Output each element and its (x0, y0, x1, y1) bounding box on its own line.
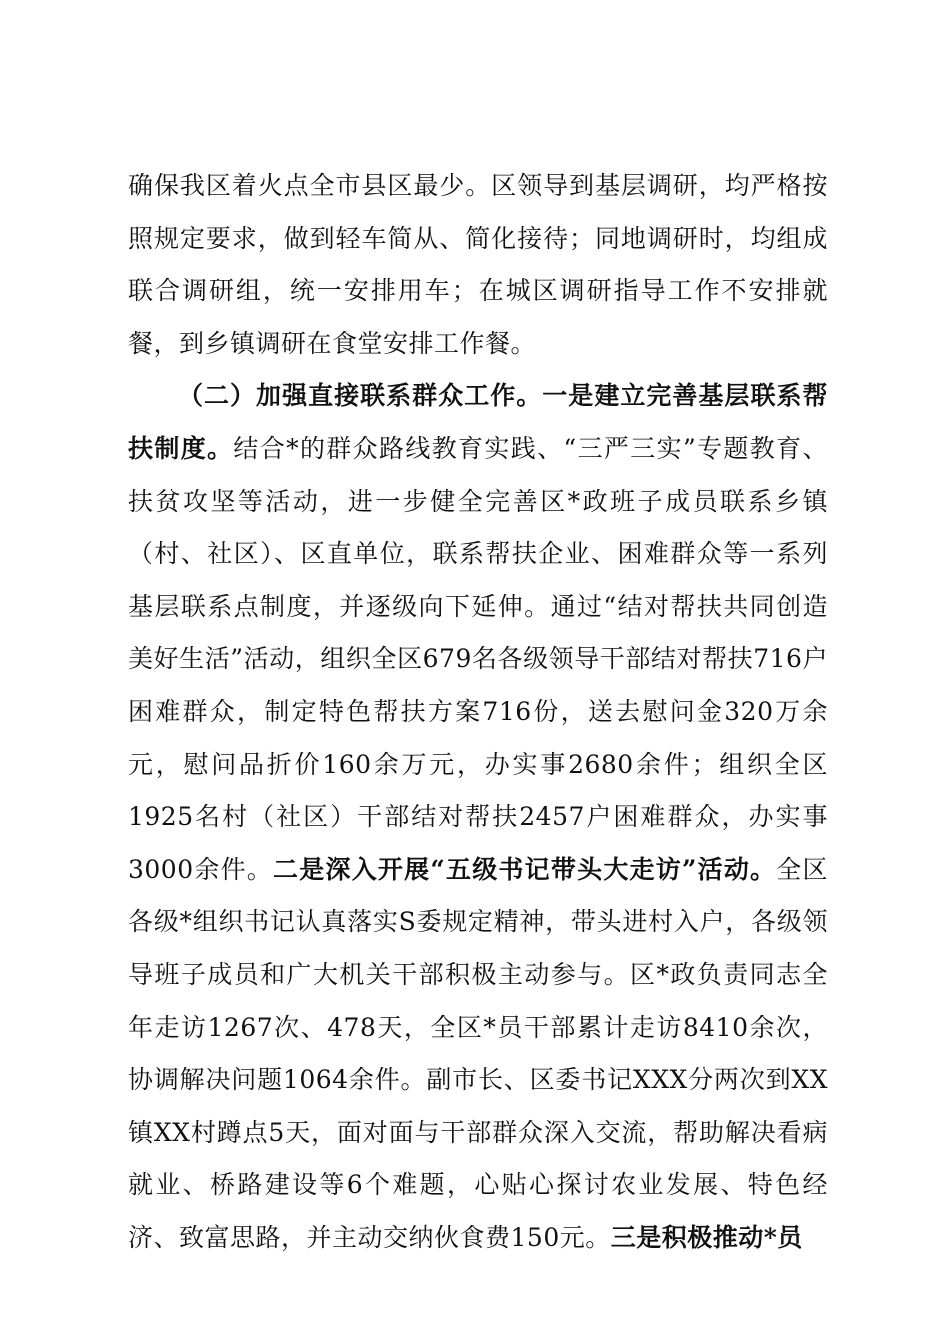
paragraph-2 (128, 370, 828, 1264)
point-3-title: 三是积极推动*员 (610, 1222, 803, 1252)
document-body (128, 160, 828, 1264)
point-2-text: 全区各级*组织书记认真落实S委规定精神，带头进村入户，各级领导班子成员和广大机关干部积极主动参与。区*政负责同志全年走访1267次、478天，全区*员干部累计走访8410余次，协调解决问题1064余件。副市长、区委书记XXX分两次到XX镇XX村蹲点5天，面对面与干部群众深入交流，帮助解决看病就业、桥路建设等6个难题，心贴心探讨农业发展、特色经济、致富思路，并主动交纳伙食费150元。 (128, 854, 829, 1252)
paragraph-1-text: 确保我区着火点全市县区最少。区领导到基层调研，均严格按照规定要求，做到轻车简从、简化接待；同地调研时，均组成联合调研组，统一安排用车；在城区调研指导工作不安排就餐，到乡镇调研在食堂安排工作餐。 (128, 171, 828, 358)
section-heading: （二）加强直接联系群众工作。 (178, 381, 543, 411)
point-1-text: 结合*的群众路线教育实践、“三严三实”专题教育、扶贫攻坚等活动，进一步健全完善区*政班子成员联系乡镇（村、社区）、区直单位，联系帮扶企业、困难群众等一系列基层联系点制度，并逐级向下延伸。通过“结对帮扶共同创造美好生活”活动，组织全区679名各级领导干部结对帮扶716户困难群众，制定特色帮扶方案716份，送去慰问金320万余元，慰问品折价160余万元，办实事2680余件；组织全区1925名村（社区）干部结对帮扶2457户困难群众，办实事3000余件。 (128, 433, 828, 884)
point-2-title: 二是深入开展“五级书记带头大走访”活动。 (273, 854, 777, 884)
paragraph-1 (128, 160, 828, 370)
point-1-title: 一是建立完善基层联系帮扶制度。 (128, 381, 828, 463)
